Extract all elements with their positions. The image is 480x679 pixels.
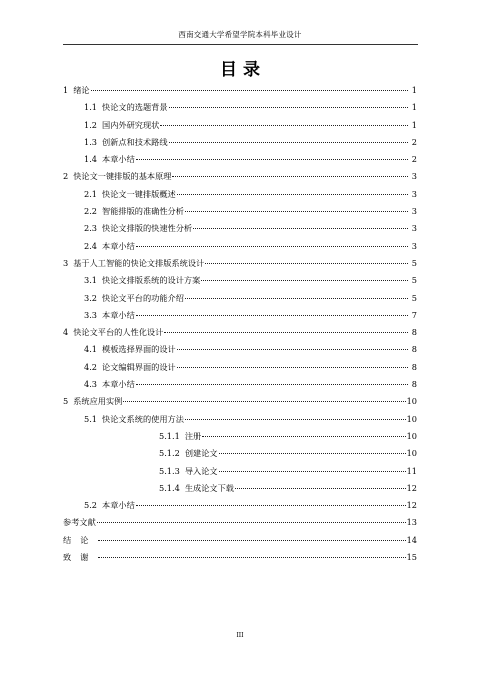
dot-leader [136, 159, 408, 160]
toc-entry-number: 3 [63, 257, 69, 268]
toc-entry-page: 8 [411, 361, 417, 372]
toc-entry-page: 5 [411, 292, 417, 303]
toc-entry-page: 8 [411, 344, 417, 355]
toc-entry-page: 5 [411, 257, 417, 268]
toc-entry-page: 3 [411, 171, 417, 182]
dot-leader [185, 298, 408, 299]
toc-entry-number: 3.1 [84, 275, 98, 286]
toc-entry-title: 本章小结 [102, 154, 135, 165]
toc-entry-title: 快论文平台的功能介绍 [102, 292, 184, 303]
toc-entry-title: 注册 [184, 430, 202, 441]
dot-leader [201, 280, 408, 281]
toc-entry-section[interactable] [63, 238, 417, 255]
toc-entry-title: 本章小结 [102, 379, 135, 390]
toc-entry-number: 1.4 [84, 154, 98, 165]
toc-entry-page: 12 [406, 500, 417, 511]
toc-entry-page: 2 [411, 136, 417, 147]
toc-entry-title: 模板选择界面的设计 [102, 344, 176, 355]
toc-entry-title: 基于人工智能的快论文排版系统设计 [73, 257, 205, 268]
toc-entry-title: 快论文一键排版概述 [102, 188, 176, 199]
dot-leader [136, 246, 408, 247]
toc-entry-number: 5.1.3 [159, 465, 180, 476]
toc-entry-number: 2 [63, 171, 69, 182]
toc-entry-number: 5 [63, 396, 69, 407]
toc-entry-number: 2.3 [84, 223, 98, 234]
toc-entry-title: 参考文献 [63, 517, 96, 528]
toc-entry-chapter[interactable] [63, 393, 417, 410]
dot-leader [164, 332, 408, 333]
dot-leader [185, 419, 406, 420]
toc-entry-page: 7 [411, 309, 417, 320]
toc-entry-title: 致谢 [63, 552, 98, 563]
toc-entry-subsection[interactable] [63, 445, 417, 462]
toc-entry-page: 8 [411, 379, 417, 390]
toc-entry-title: 国内外研究现状 [102, 119, 160, 130]
toc-entry-number: 1 [63, 85, 69, 95]
toc-entry-page: 11 [406, 465, 417, 476]
toc-entry-number: 4 [63, 327, 69, 338]
toc-entry-section[interactable] [63, 290, 417, 307]
toc-entry-number: 2.1 [84, 188, 98, 199]
toc-entry-number: 4.3 [84, 379, 98, 390]
toc-entry-page: 10 [406, 413, 417, 424]
toc-entry-section[interactable] [63, 411, 417, 428]
toc-entry-number: 1.3 [84, 136, 98, 147]
toc-entry-title: 快论文排版的快速性分析 [102, 223, 193, 234]
toc-entry-title: 快论文一键排版的基本原理 [73, 171, 172, 182]
dot-leader [202, 436, 405, 437]
toc-entry-page: 13 [406, 517, 417, 528]
toc-entry-number: 5.1 [84, 413, 98, 424]
toc-entry-page: 1 [411, 119, 417, 130]
toc-entry-section[interactable] [63, 134, 417, 151]
toc-entry-title: 结论 [63, 534, 98, 545]
toc-entry-number: 5.1.4 [159, 482, 180, 493]
toc-entry-section[interactable] [63, 117, 417, 134]
toc-entry-chapter[interactable] [63, 82, 417, 99]
table-of-contents [63, 82, 417, 566]
toc-title: 目 录 [220, 60, 260, 80]
toc-entry-subsection[interactable] [63, 428, 417, 445]
toc-entry-section[interactable] [63, 272, 417, 289]
toc-entry-section[interactable] [63, 359, 417, 376]
toc-entry-number: 5.1.1 [159, 430, 180, 441]
page-header: 西南交通大学希望学院本科毕业设计 [178, 30, 302, 39]
toc-entry-title: 智能排版的准确性分析 [102, 206, 184, 217]
toc-entry-title: 导入论文 [184, 465, 218, 476]
toc-entry-number: 4.2 [84, 361, 98, 372]
toc-entry-page: 3 [411, 240, 417, 251]
toc-entry-section[interactable] [63, 220, 417, 237]
dot-leader [98, 540, 405, 541]
toc-entry-section[interactable] [63, 99, 417, 116]
toc-entry-page: 1 [411, 85, 417, 95]
toc-entry-subsection[interactable] [63, 480, 417, 497]
page-number: III [236, 632, 244, 639]
dot-leader [97, 522, 406, 523]
dot-leader [185, 211, 408, 212]
toc-entry-title: 创新点和技术路线 [102, 136, 168, 147]
toc-entry-page: 3 [411, 206, 417, 217]
toc-entry-number: 3.3 [84, 309, 98, 320]
toc-entry-number: 5.2 [84, 500, 98, 511]
toc-entry-number: 1.1 [84, 102, 98, 113]
toc-entry-title: 本章小结 [102, 309, 135, 320]
dot-leader [177, 349, 408, 350]
toc-entry-page: 8 [411, 327, 417, 338]
toc-entry-section[interactable] [63, 186, 417, 203]
header-divider [63, 44, 418, 45]
toc-entry-title: 绪论 [73, 85, 90, 95]
toc-entry-page: 15 [406, 552, 417, 563]
toc-entry-title: 论文编辑界面的设计 [102, 361, 176, 372]
toc-entry-acknowledgements[interactable] [63, 549, 417, 566]
toc-entry-references[interactable] [63, 514, 417, 531]
dot-leader [136, 315, 408, 316]
toc-entry-title: 本章小结 [102, 240, 135, 251]
toc-entry-page: 1 [411, 102, 417, 113]
dot-leader [177, 194, 408, 195]
toc-entry-title: 快论文系统的使用方法 [102, 413, 184, 424]
toc-entry-number: 1.2 [84, 119, 98, 130]
dot-leader [98, 557, 405, 558]
toc-entry-page: 2 [411, 154, 417, 165]
toc-entry-conclusion[interactable] [63, 532, 417, 549]
dot-leader [193, 228, 408, 229]
dot-leader [235, 488, 406, 489]
toc-entry-chapter[interactable] [63, 324, 417, 341]
toc-entry-title: 生成论文下载 [184, 482, 234, 493]
toc-entry-section[interactable] [63, 497, 417, 514]
dot-leader [160, 125, 408, 126]
dot-leader [205, 263, 408, 264]
toc-entry-title: 本章小结 [102, 500, 135, 511]
dot-leader [136, 384, 408, 385]
toc-entry-title: 创建论文 [184, 448, 218, 459]
toc-entry-page: 10 [406, 430, 417, 441]
toc-entry-number: 3.2 [84, 292, 98, 303]
dot-leader [177, 367, 408, 368]
toc-entry-page: 3 [411, 188, 417, 199]
toc-entry-section[interactable] [63, 307, 417, 324]
toc-entry-section[interactable] [63, 151, 417, 168]
toc-entry-section[interactable] [63, 203, 417, 220]
toc-entry-page: 12 [406, 482, 417, 493]
toc-entry-number: 2.2 [84, 206, 98, 217]
toc-entry-page: 10 [406, 396, 417, 407]
dot-leader [169, 107, 408, 108]
dot-leader [169, 142, 408, 143]
toc-entry-title: 快论文的选题背景 [102, 102, 168, 113]
toc-entry-chapter[interactable] [63, 168, 417, 185]
toc-entry-chapter[interactable] [63, 255, 417, 272]
dot-leader [219, 471, 406, 472]
toc-entry-title: 系统应用实例 [73, 396, 123, 407]
toc-entry-number: 4.1 [84, 344, 98, 355]
toc-entry-title: 快论文排版系统的设计方案 [102, 275, 201, 286]
dot-leader [219, 453, 406, 454]
dot-leader [172, 176, 408, 177]
toc-entry-title: 快论文平台的人性化设计 [73, 327, 164, 338]
toc-entry-page: 3 [411, 223, 417, 234]
dot-leader [123, 401, 405, 402]
toc-entry-page: 5 [411, 275, 417, 286]
toc-entry-number: 5.1.2 [159, 448, 180, 459]
dot-leader [136, 505, 406, 506]
toc-entry-number: 2.4 [84, 240, 98, 251]
toc-entry-section[interactable] [63, 341, 417, 358]
dot-leader [91, 90, 408, 91]
toc-entry-page: 14 [406, 534, 417, 545]
toc-entry-section[interactable] [63, 376, 417, 393]
toc-entry-subsection[interactable] [63, 463, 417, 480]
toc-entry-page: 10 [406, 448, 417, 459]
